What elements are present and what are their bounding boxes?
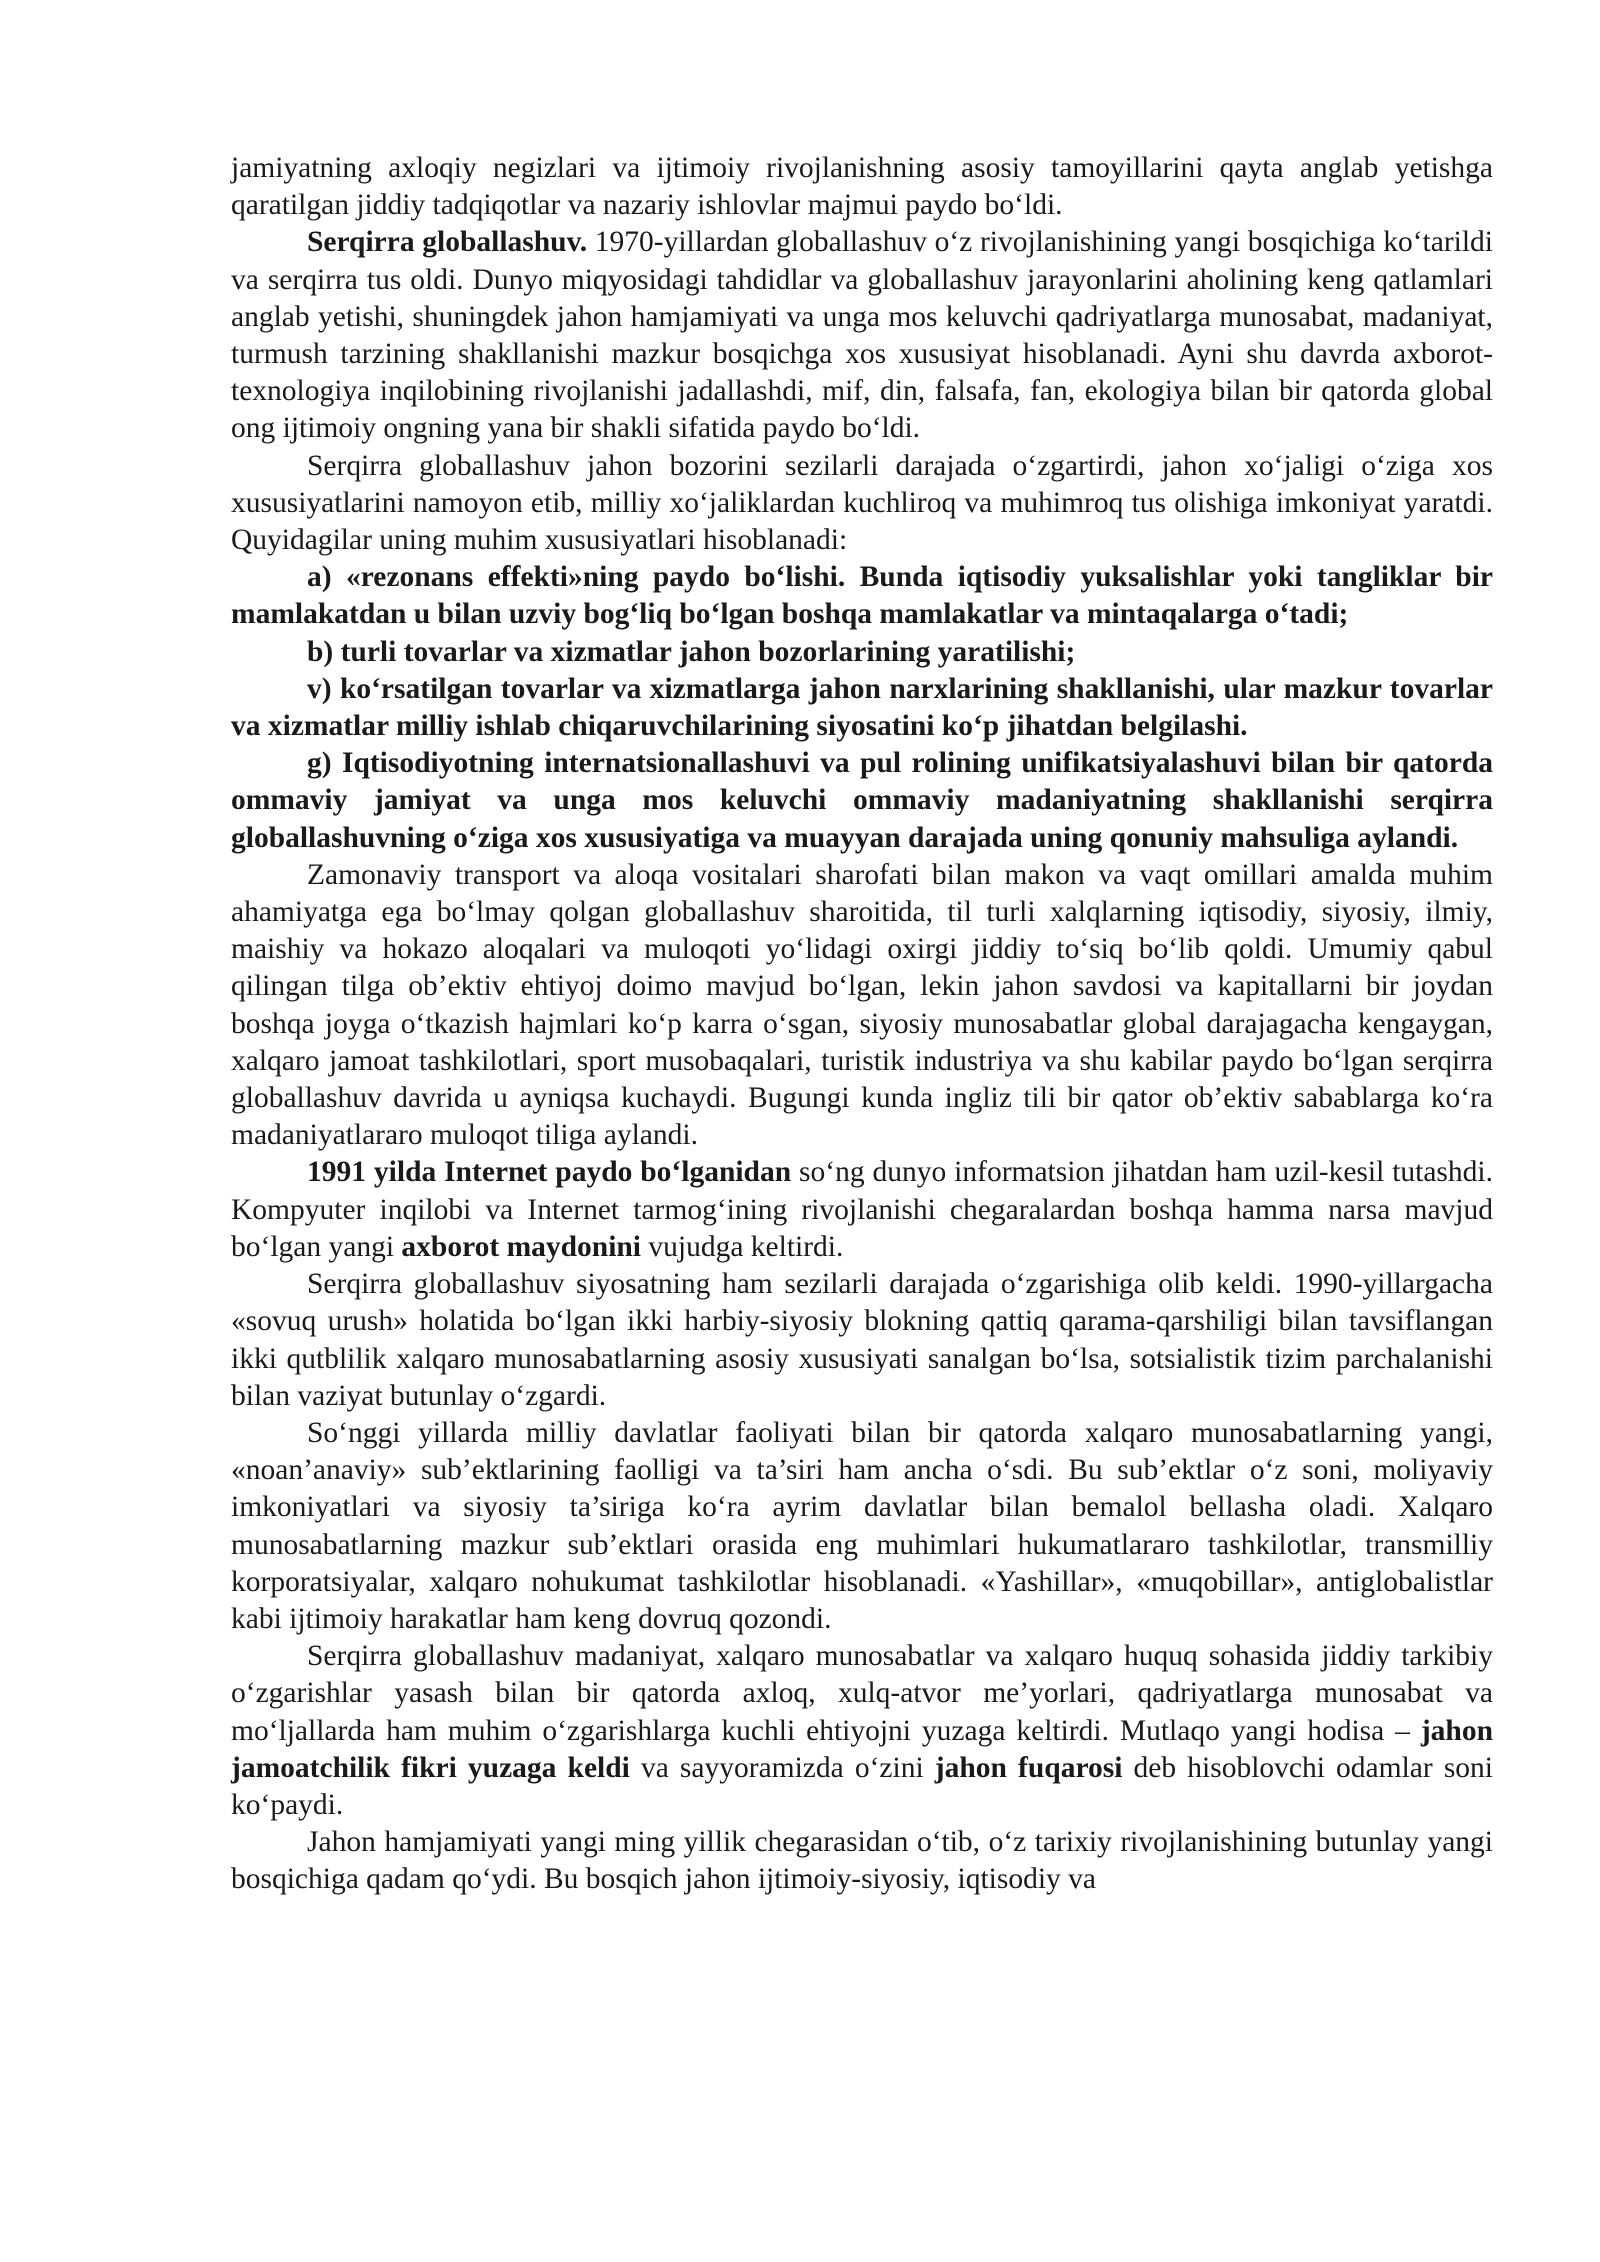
text-run: deb hisoblovchi odamlar soni ko‘paydi.: [231, 1751, 1493, 1821]
paragraph: [231, 745, 1493, 857]
text-run: va sayyoramizda o‘zini: [629, 1751, 935, 1784]
paragraph: [231, 1824, 1493, 1898]
paragraph: [231, 448, 1493, 560]
paragraph: [231, 150, 1493, 224]
paragraph: [231, 857, 1493, 1155]
paragraph: [231, 634, 1493, 671]
paragraph: [231, 1638, 1493, 1824]
text-run: Serqirra globallashuv siyosatning ham sezilarli darajada o‘zgarishiga olib keldi. 1990-yillargacha «sovuq urush» holatida bo‘lgan ikki harbiy-siyosiy blokning qattiq qarama-qarshiligi bilan tavsiflangan ikki qutblilik xalqaro munosabatlarning asosiy xususiyati sanalgan bo‘lsa, sotsialistik tizim parchalanishi bilan vaziyat butunlay o‘zgardi.: [231, 1268, 1493, 1412]
bold-text: Serqirra globallashuv.: [307, 226, 588, 259]
bold-text: b) turli tovarlar va xizmatlar jahon bozorlarining yaratilishi;: [307, 635, 1076, 668]
paragraph: [231, 671, 1493, 745]
text-run: jamiyatning axloqiy negizlari va ijtimoiy rivojlanishning asosiy tamoyillarini qayta anglab yetishga qaratilgan jiddiy tadqiqotlar va nazariy ishlovlar majmui paydo bo‘ldi.: [231, 152, 1493, 222]
text-run: 1970-yillardan globallashuv o‘z rivojlanishining yangi bosqichiga ko‘tarildi va serqirra tus oldi. Dunyo miqyosidagi tahdidlar va globallashuv jarayonlarini aholining keng qatlamlari anglab yetishi, shuningdek jahon hamjamiyati va unga mos keluvchi qadriyatlarga munosabat, madaniyat, turmush tarzining shakllanishi mazkur bosqichga xos xususiyat hisoblanadi. Ayni shu davrda axborot-texnologiya inqilobining rivojlanishi jadallashdi, mif, din, falsafa, fan, ekologiya bilan bir qatorda global ong ijtimoiy ongning yana bir shakli sifatida paydo bo‘ldi.: [231, 226, 1494, 445]
bold-text: jahon fuqarosi: [934, 1751, 1123, 1784]
text-run: Serqirra globallashuv jahon bozorini sezilarli darajada o‘zgartirdi, jahon xo‘jaligi o‘ziga xos xususiyatlarini namoyon etib, milliy xo‘jaliklardan kuchliroq va muhimroq tus olishiga imkoniyat yaratdi. Quyidagilar uning muhim xususiyatlari hisoblanadi:: [231, 449, 1493, 557]
bold-text: axborot maydonini: [401, 1230, 642, 1263]
bold-text: 1991 yilda Internet paydo bo‘lganidan: [307, 1156, 792, 1189]
paragraph: [231, 1154, 1493, 1266]
bold-text: jahon jamoatchilik fikri yuzaga keldi: [231, 1714, 1493, 1784]
paragraph: [231, 224, 1493, 447]
bold-text: v) ko‘rsatilgan tovarlar va xizmatlarga jahon narxlarining shakllanishi, ular mazkur tovarlar va xizmatlar milliy ishlab chiqaruvchilarining siyosatini ko‘p jihatdan belgilashi.: [231, 672, 1493, 743]
paragraph: [231, 1415, 1493, 1638]
text-run: so‘ng dunyo informatsion jihatdan ham uzil-kesil tutashdi. Kompyuter inqilobi va Internet tarmog‘ining rivojlanishi chegaralardan boshqa hamma narsa mavjud bo‘lgan yangi: [231, 1156, 1493, 1263]
paragraph: [231, 1266, 1493, 1415]
text-run: Jahon hamjamiyati yangi ming yillik chegarasidan o‘tib, o‘z tarixiy rivojlanishining butunlay yangi bosqichiga qadam qo‘ydi. Bu bosqich jahon ijtimoiy-siyosiy, iqtisodiy va: [231, 1826, 1493, 1896]
text-run: vujudga keltirdi.: [641, 1230, 844, 1263]
paragraph: [231, 559, 1493, 633]
bold-text: g) Iqtisodiyotning internatsionallashuvi va pul rolining unifikatsiyalashuvi bilan bir qatorda ommaviy jamiyat va unga mos keluvchi ommaviy madaniyatning shakllanishi serqirra globallashuvning o‘ziga xos xususiyatiga va muayyan darajada uning qonuniy mahsuliga aylandi.: [231, 747, 1493, 854]
text-run: So‘nggi yillarda milliy davlatlar faoliyati bilan bir qatorda xalqaro munosabatlarning yangi, «noan’anaviy» sub’ektlarining faolligi va ta’siri ham ancha o‘sdi. Bu sub’ektlar o‘z soni, moliyaviy imkoniyatlari va siyosiy ta’siriga ko‘ra ayrim davlatlar bilan bemalol bellasha oladi. Xalqaro munosabatlarning mazkur sub’ektlari orasida eng muhimlari hukumatlararo tashkilotlar, transmilliy korporatsiyalar, xalqaro nohukumat tashkilotlar hisoblanadi. «Yashillar», «muqobillar», antiglobalistlar kabi ijtimoiy harakatlar ham keng dovruq qozondi.: [231, 1416, 1493, 1635]
text-run: Zamonaviy transport va aloqa vositalari sharofati bilan makon va vaqt omillari amalda muhim ahamiyatga ega bo‘lmay qolgan globallashuv sharoitida, til turli xalqlarning iqtisodiy, siyosiy, ilmiy, maishiy va hokazo aloqalari va muloqoti yo‘lidagi oxirgi jiddiy to‘siq bo‘lib qoldi. Umumiy qabul qilingan tilga ob’ektiv ehtiyoj doimo mavjud bo‘lgan, lekin jahon savdosi va kapitallarni bir joydan boshqa joyga o‘tkazish hajmlari ko‘p karra o‘sgan, siyosiy munosabatlar global darajagacha kengaygan, xalqaro jamoat tashkilotlari, sport musobaqalari, turistik industriya va shu kabilar paydo bo‘lgan serqirra globallashuv davrida u ayniqsa kuchaydi. Bugungi kunda ingliz tili bir qator ob’ektiv sabablarga ko‘ra madaniyatlararo muloqot tiliga aylandi.: [231, 858, 1493, 1152]
text-run: Serqirra globallashuv madaniyat, xalqaro munosabatlar va xalqaro huquq sohasida jiddiy tarkibiy o‘zgarishlar yasash bilan bir qatorda axloq, xulq-atvor me’yorlari, qadriyatlarga munosabat va mo‘ljallarda ham muhim o‘zgarishlarga kuchli ehtiyojni yuzaga keltirdi. Mutlaqo yangi hodisa –: [231, 1640, 1493, 1747]
bold-text: a) «rezonans effekti»ning paydo bo‘lishi. Bunda iqtisodiy yuksalishlar yoki tangliklar bir mamlakatdan u bilan uzviy bog‘liq bo‘lgan boshqa mamlakatlar va mintaqalarga o‘tadi;: [231, 561, 1493, 631]
document-page: [231, 150, 1493, 1899]
